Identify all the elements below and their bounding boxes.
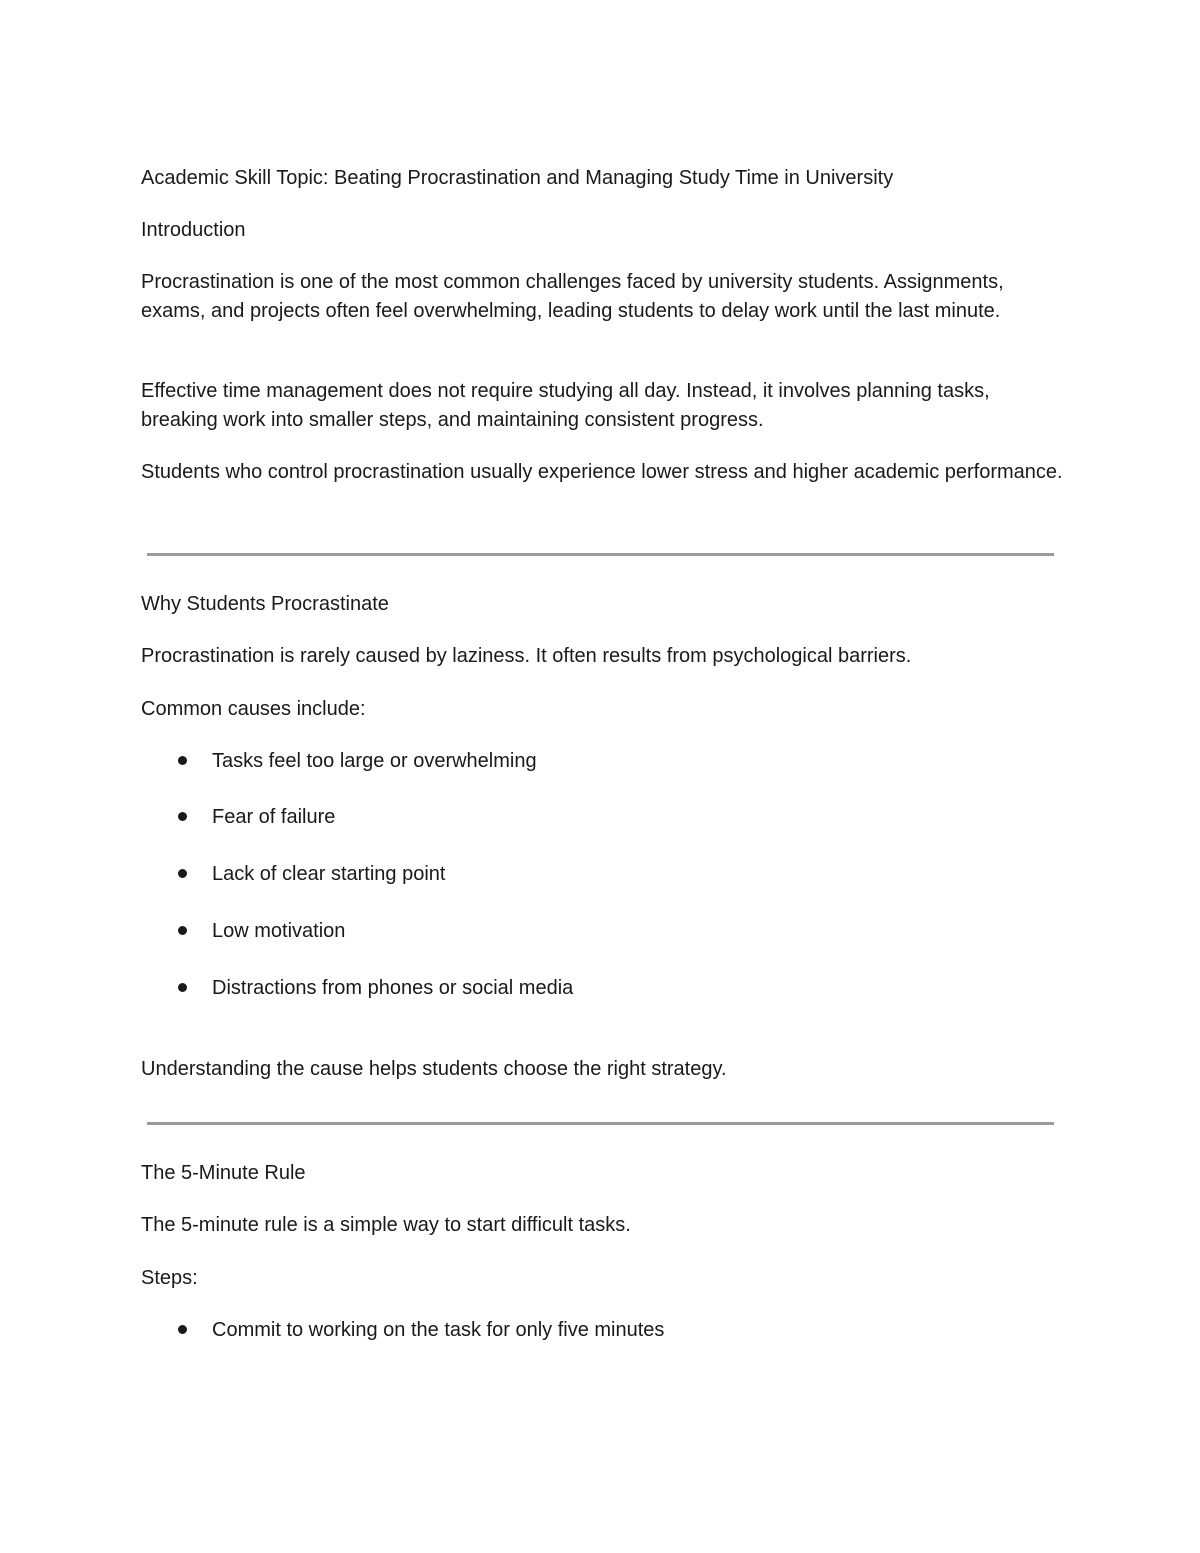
list-item: [141, 860, 1041, 889]
list-item: [141, 1316, 1041, 1345]
list-item: [141, 803, 1041, 832]
section-divider: [147, 553, 1054, 556]
list-item: [141, 747, 1041, 776]
rule-list-intro: Steps:: [141, 1267, 198, 1289]
intro-paragraph-3: Students who control procrastination usually experience lower stress and higher academic performance.: [141, 461, 1063, 483]
bullet-icon: [178, 983, 187, 992]
document-title: Academic Skill Topic: Beating Procrastination and Managing Study Time in University: [141, 167, 894, 189]
list-item-text: Distractions from phones or social media: [212, 977, 574, 999]
intro-paragraph-2: Effective time management does not require studying all day. Instead, it involves planning tasks, breaking work into smaller steps, and maintaining consistent progress.: [141, 380, 990, 431]
bullet-icon: [178, 812, 187, 821]
why-conclusion: Understanding the cause helps students choose the right strategy.: [141, 1058, 727, 1080]
list-item: [141, 917, 1041, 946]
bullet-icon: [178, 756, 187, 765]
list-item-text: Fear of failure: [212, 806, 336, 828]
list-item-text: Commit to working on the task for only five minutes: [212, 1319, 665, 1341]
why-list-intro: Common causes include:: [141, 698, 366, 720]
list-item: [141, 974, 1041, 1003]
why-paragraph: Procrastination is rarely caused by laziness. It often results from psychological barriers.: [141, 645, 912, 667]
rule-heading: The 5-Minute Rule: [141, 1162, 306, 1184]
intro-heading: Introduction: [141, 219, 246, 241]
bullet-icon: [178, 926, 187, 935]
section-divider: [147, 1122, 1054, 1125]
bullet-icon: [178, 869, 187, 878]
intro-paragraph-1: Procrastination is one of the most common challenges faced by university students. Assignments, exams, and projects often feel overwhelming, leading students to delay work until the last minute.: [141, 271, 1004, 322]
list-item-text: Lack of clear starting point: [212, 863, 446, 885]
rule-paragraph: The 5-minute rule is a simple way to start difficult tasks.: [141, 1214, 631, 1236]
why-heading: Why Students Procrastinate: [141, 593, 389, 615]
bullet-icon: [178, 1325, 187, 1334]
list-item-text: Low motivation: [212, 920, 346, 942]
list-item-text: Tasks feel too large or overwhelming: [212, 750, 537, 772]
